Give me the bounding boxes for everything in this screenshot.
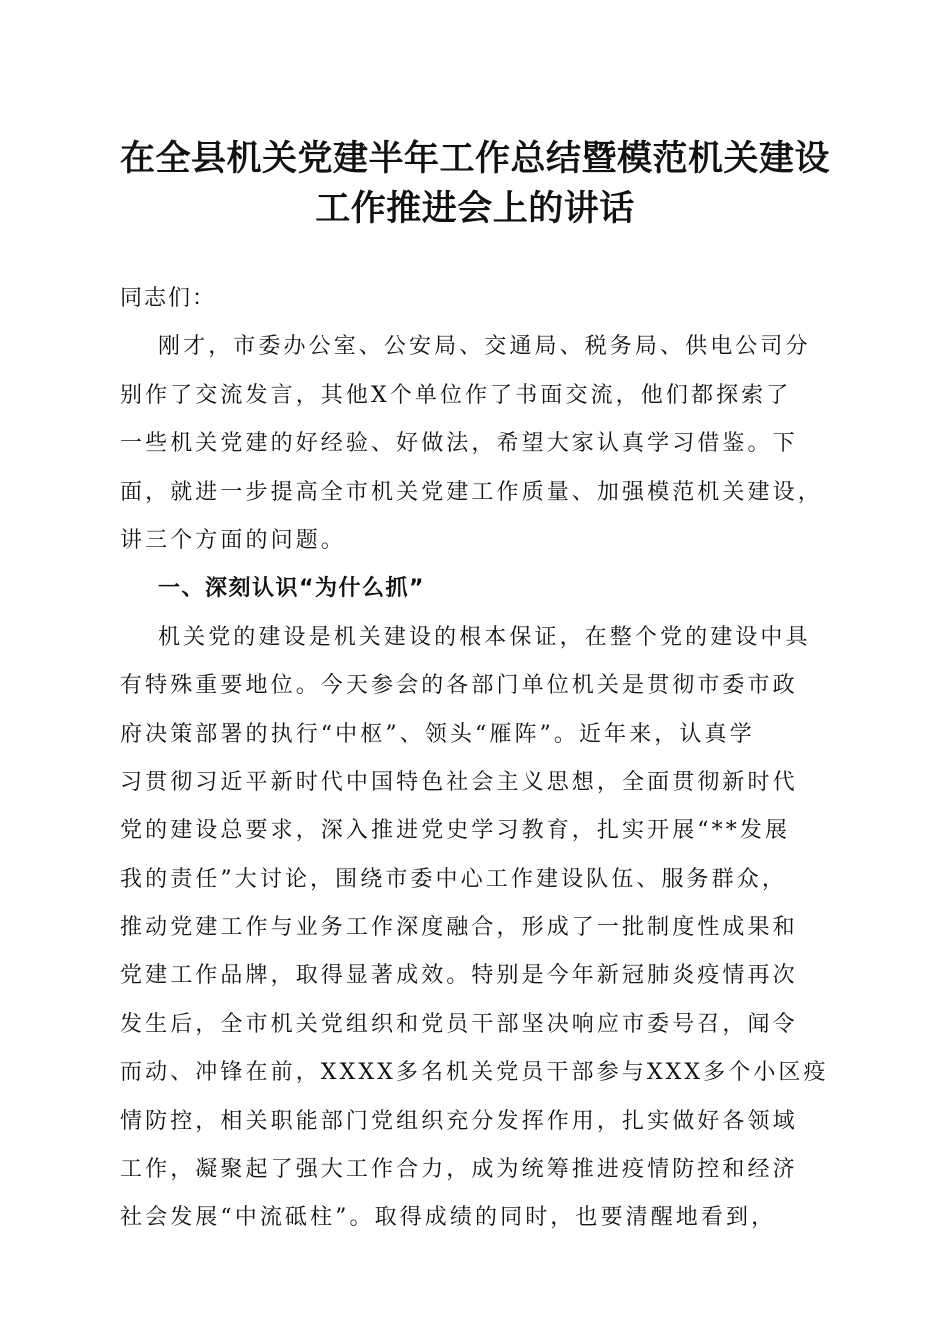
paragraph-2-line: 推动党建工作与业务工作深度融合，形成了一批制度性成果和 [120, 915, 798, 941]
paragraph-1-line: 一些机关党建的好经验、好做法，希望大家认真学习借鉴。下 [120, 431, 798, 457]
paragraph-1-line: 刚才，市委办公室、公安局、交通局、税务局、供电公司分 [158, 334, 811, 360]
paragraph-1-line: 别作了交流发言，其他X个单位作了书面交流，他们都探索了 [120, 382, 792, 408]
paragraph-1-line: 面，就进一步提高全市机关党建工作质量、加强模范机关建设， [120, 479, 823, 505]
document-title [100, 134, 850, 234]
paragraph-2-line: 发生后，全市机关党组织和党员干部坚决响应市委号召，闻令 [120, 1011, 798, 1037]
paragraph-2-line: 机关党的建设是机关建设的根本保证，在整个党的建设中具 [158, 624, 811, 650]
paragraph-2-line: 社会发展“中流砥柱”。取得成绩的同时，也要清醒地看到， [120, 1205, 777, 1231]
paragraph-1-line: 讲三个方面的问题。 [120, 527, 346, 553]
paragraph-2-line: 工作，凝聚起了强大工作合力，成为统筹推进疫情防控和经济 [120, 1157, 798, 1183]
paragraph-2-line: 府决策部署的执行“中枢”、领头“雁阵”。近年来，认真学 [120, 721, 755, 747]
paragraph-2-line: 习贯彻习近平新时代中国特色社会主义思想，全面贯彻新时代 [120, 769, 798, 795]
document-body [120, 275, 832, 1243]
section-heading-1: 一、深刻认识“为什么抓” [158, 576, 425, 602]
paragraph-1 [120, 323, 832, 565]
paragraph-2-line: 党建工作品牌，取得显著成效。特别是今年新冠肺炎疫情再次 [120, 963, 798, 989]
paragraph-2 [120, 614, 832, 1243]
paragraph-2-line: 情防控，相关职能部门党组织充分发挥作用，扎实做好各领域 [120, 1108, 798, 1134]
title-line-1: 在全县机关党建半年工作总结暨模范机关建设 [119, 138, 830, 179]
paragraph-2-line: 我的责任”大讨论，围绕市委中心工作建设队伍、服务群众， [120, 866, 787, 892]
title-line-2: 工作推进会上的讲话 [315, 188, 635, 229]
paragraph-2-line: 而动、冲锋在前，XXXX多名机关党员干部参与XXX多个小区疫 [120, 1060, 829, 1086]
salutation: 同志们： [120, 286, 217, 311]
paragraph-2-line: 党的建设总要求，深入推进党史学习教育，扎实开展“**发展 [120, 818, 791, 844]
paragraph-2-line: 有特殊重要地位。今天参会的各部门单位机关是贯彻市委市政 [120, 673, 798, 699]
